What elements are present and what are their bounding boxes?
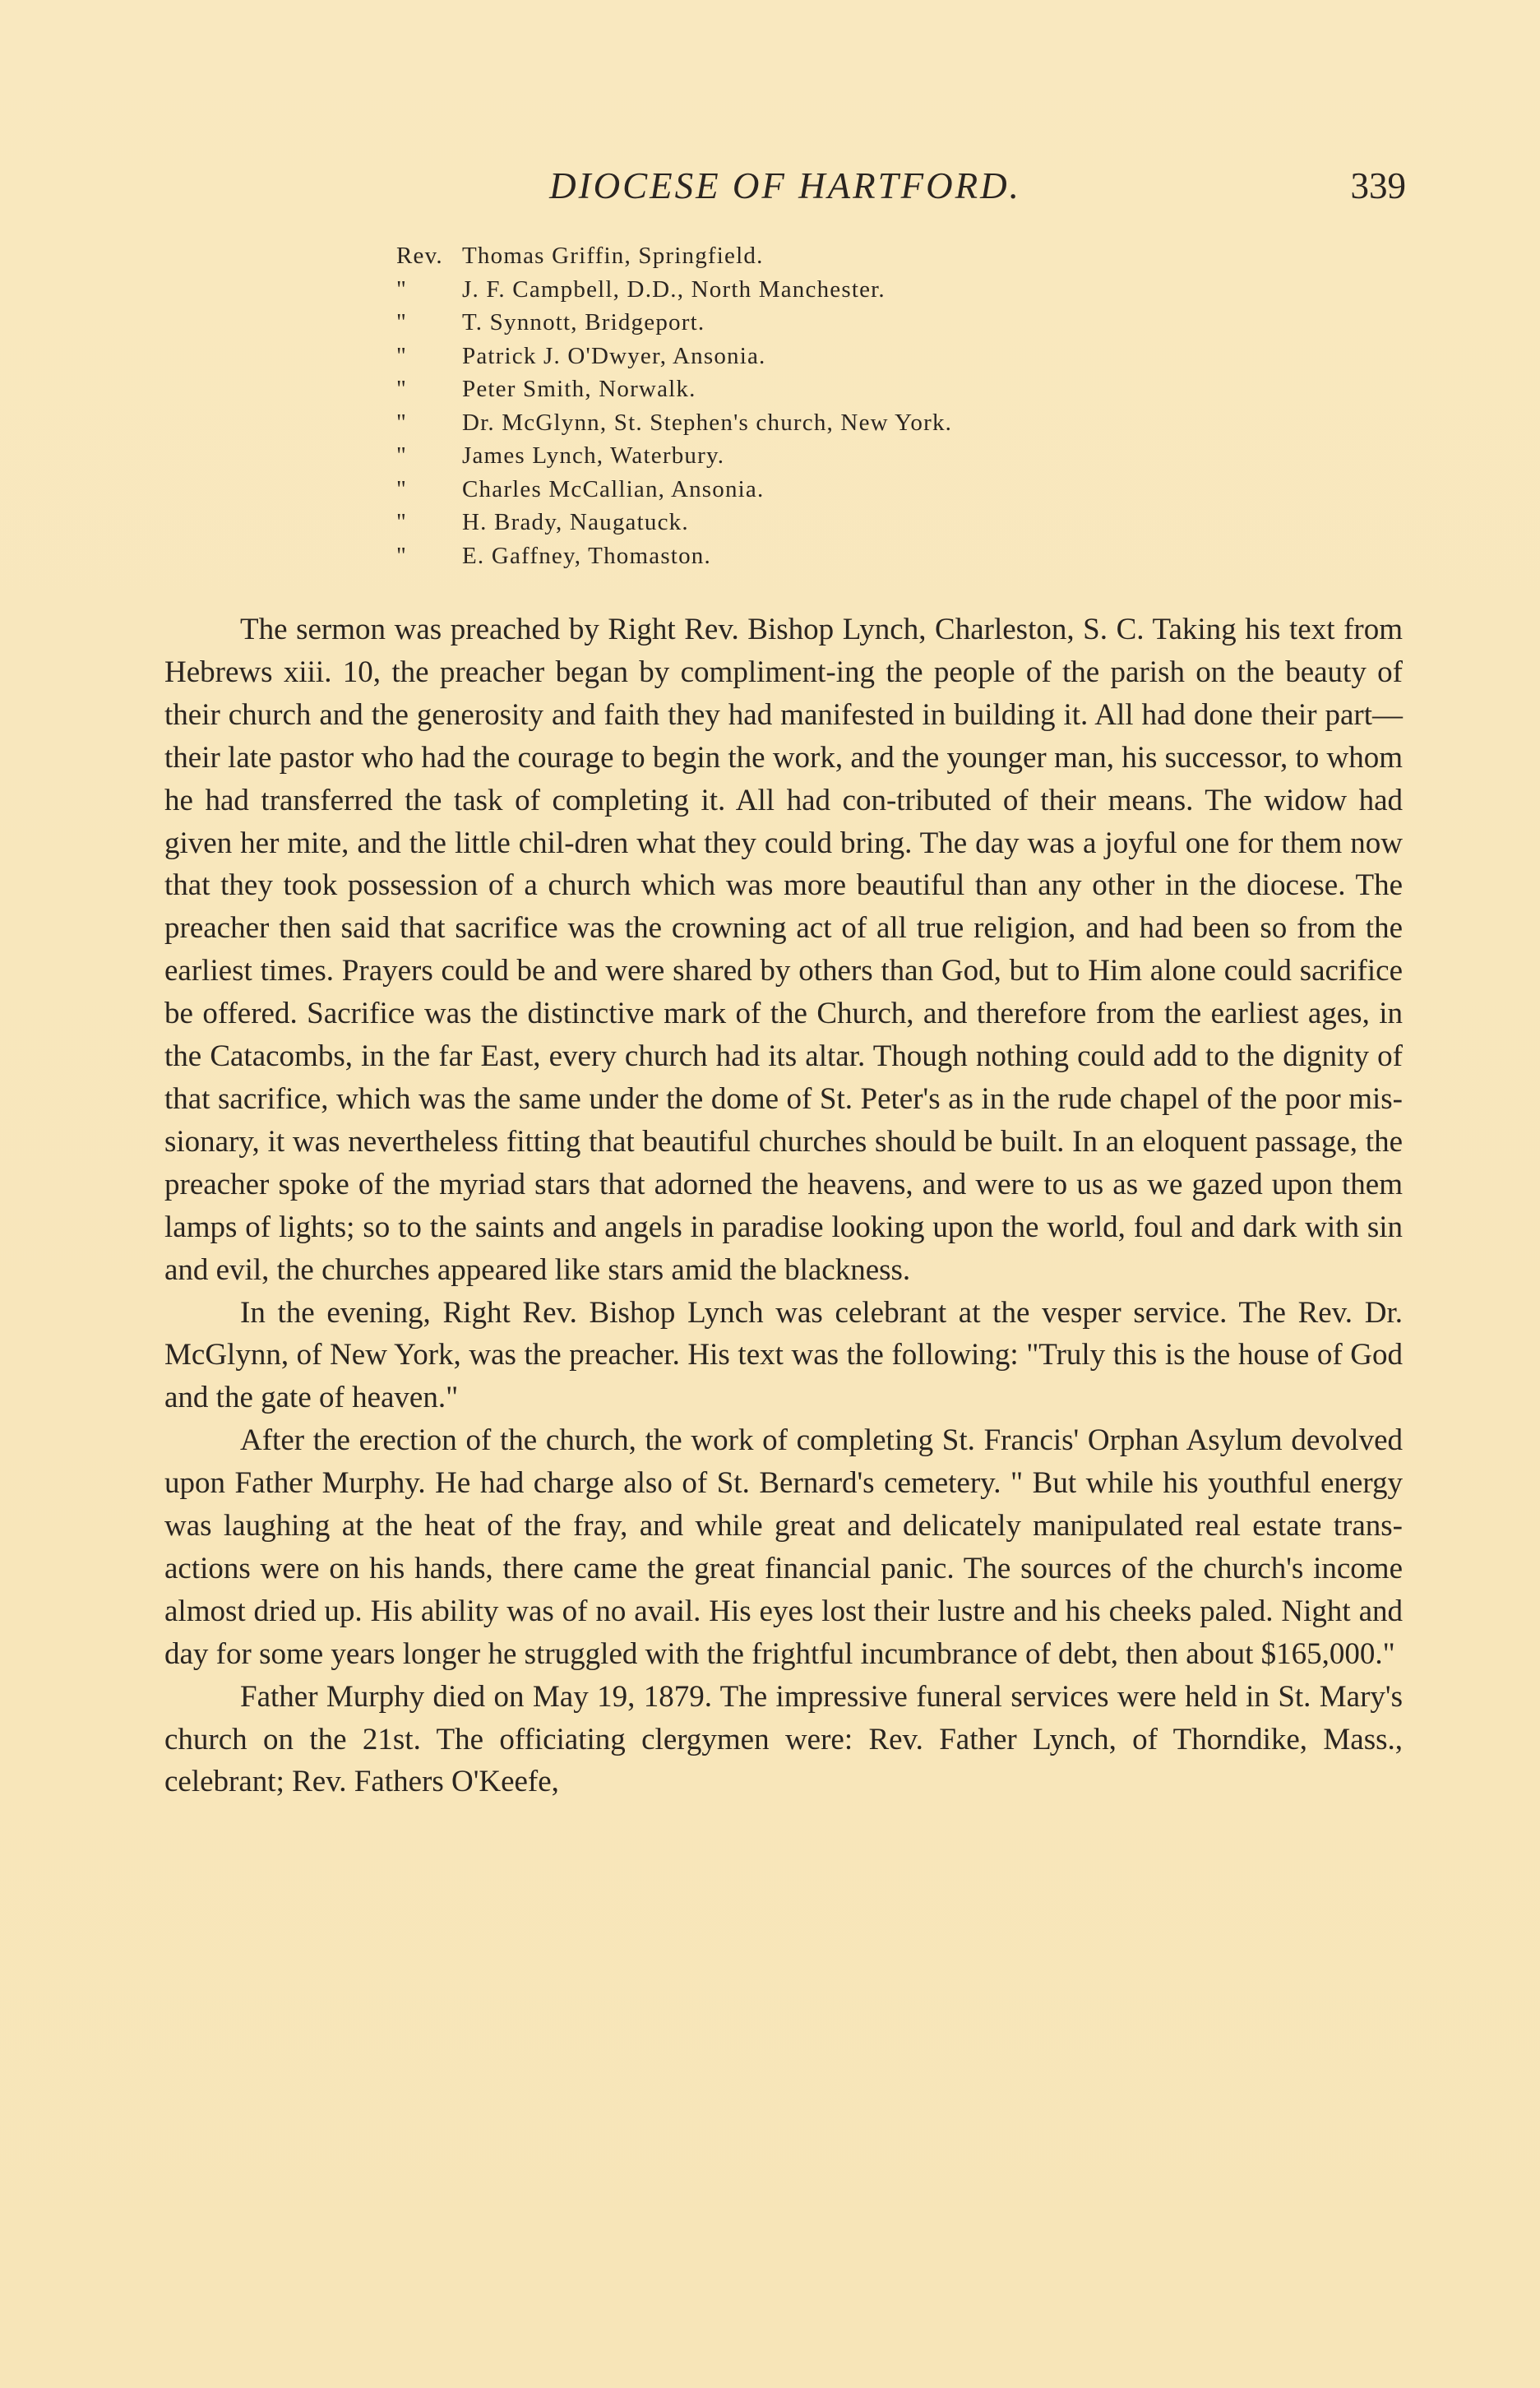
- page-number: 339: [1350, 165, 1406, 206]
- list-item-prefix: ": [396, 409, 408, 436]
- list-item: [396, 539, 952, 573]
- list-item-prefix: Rev.: [396, 243, 443, 269]
- list-item: [396, 306, 952, 340]
- list-item: [396, 373, 952, 406]
- list-item: [396, 239, 952, 273]
- list-item: [396, 340, 952, 373]
- list-item-prefix: ": [396, 309, 408, 336]
- list-item-prefix: ": [396, 542, 408, 569]
- body-text: [164, 609, 1403, 1803]
- list-item-prefix: ": [396, 442, 408, 469]
- list-item-prefix: ": [396, 509, 408, 535]
- list-item: [396, 473, 952, 507]
- list-item-text: J. F. Campbell, D.D., North Manchester.: [462, 275, 886, 303]
- list-item-prefix: ": [396, 275, 408, 303]
- list-item: [396, 506, 952, 539]
- list-item-text: Charles McCallian, Ansonia.: [462, 475, 765, 502]
- list-item-prefix: ": [396, 475, 408, 502]
- paragraph-sermon: The sermon was preached by Right Rev. Bishop Lynch, Charleston, S. C. Taking his text from Hebrews xiii. 10, the preacher began by compliment-ing the people of the parish on the beauty of their church and the generosity and faith they had manifested in building it. All had done their part—their late pastor who had the courage to begin the work, and the younger man, his successor, to whom he had transferred the task of completing it. All had con-tributed of their means. The widow had given her mite, and the little chil-dren what they could bring. The day was a joyful one for them now that they took possession of a church which was more beautiful than any other in the diocese. The preacher then said that sacrifice was the crowning act of all true religion, and had been so from the earliest times. Prayers could be and were shared by others than God, but to Him alone could sacrifice be offered. Sacrifice was the distinctive mark of the Church, and therefore from the earliest ages, in the Catacombs, in the far East, every church had its altar. Though nothing could add to the dignity of that sacrifice, which was the same under the dome of St. Peter's as in the rude chapel of the poor mis-sionary, it was nevertheless fitting that beautiful churches should be built. In an eloquent passage, the preacher spoke of the myriad stars that adorned the heavens, and were to us as we gazed upon them lamps of lights; so to the saints and angels in paradise looking upon the world, foul and dark with sin and evil, the churches appeared like stars amid the blackness.: [164, 613, 1403, 1287]
- list-item-text: Dr. McGlynn, St. Stephen's church, New York.: [462, 409, 953, 436]
- list-item-text: James Lynch, Waterbury.: [462, 442, 725, 469]
- paragraph-evening-service: In the evening, Right Rev. Bishop Lynch was celebrant at the vesper service. The Rev. Dr. McGlynn, of New York, was the preacher. His text was the following: "Truly this is the house of God and the gate of heaven.": [164, 1295, 1403, 1415]
- list-item-text: Thomas Griffin, Springfield.: [462, 243, 764, 269]
- running-head: [164, 161, 1406, 211]
- list-item: [396, 439, 952, 473]
- list-item-prefix: ": [396, 342, 408, 369]
- page-title: DIOCESE OF HARTFORD.: [549, 165, 1021, 206]
- list-item-text: T. Synnott, Bridgeport.: [462, 309, 705, 336]
- clergy-list: [396, 239, 952, 572]
- list-item-prefix: ": [396, 376, 408, 402]
- paragraph-funeral: Father Murphy died on May 19, 1879. The impressive funeral services were held in St. Mary's church on the 21st. The officiating clergymen were: Rev. Father Lynch, of Thorndike, Mass., celebrant; Rev. Fathers O'Keefe,: [164, 1679, 1403, 1799]
- paragraph-orphan-asylum: After the erection of the church, the work of completing St. Francis' Orphan Asylum devolved upon Father Murphy. He had charge also of St. Bernard's cemetery. " But while his youthful energy was laughing at the heat of the fray, and while great and delicately manipulated real estate trans-actions were on his hands, there came the great financial panic. The sources of the church's income almost dried up. His ability was of no avail. His eyes lost their lustre and his cheeks paled. Night and day for some years longer he struggled with the frightful incumbrance of debt, then about $165,000.": [164, 1423, 1403, 1671]
- list-item-text: Peter Smith, Norwalk.: [462, 376, 696, 402]
- list-item: [396, 273, 952, 307]
- list-item: [396, 406, 952, 440]
- list-item-text: Patrick J. O'Dwyer, Ansonia.: [462, 342, 766, 369]
- list-item-text: H. Brady, Naugatuck.: [462, 509, 689, 535]
- list-item-text: E. Gaffney, Thomaston.: [462, 542, 711, 569]
